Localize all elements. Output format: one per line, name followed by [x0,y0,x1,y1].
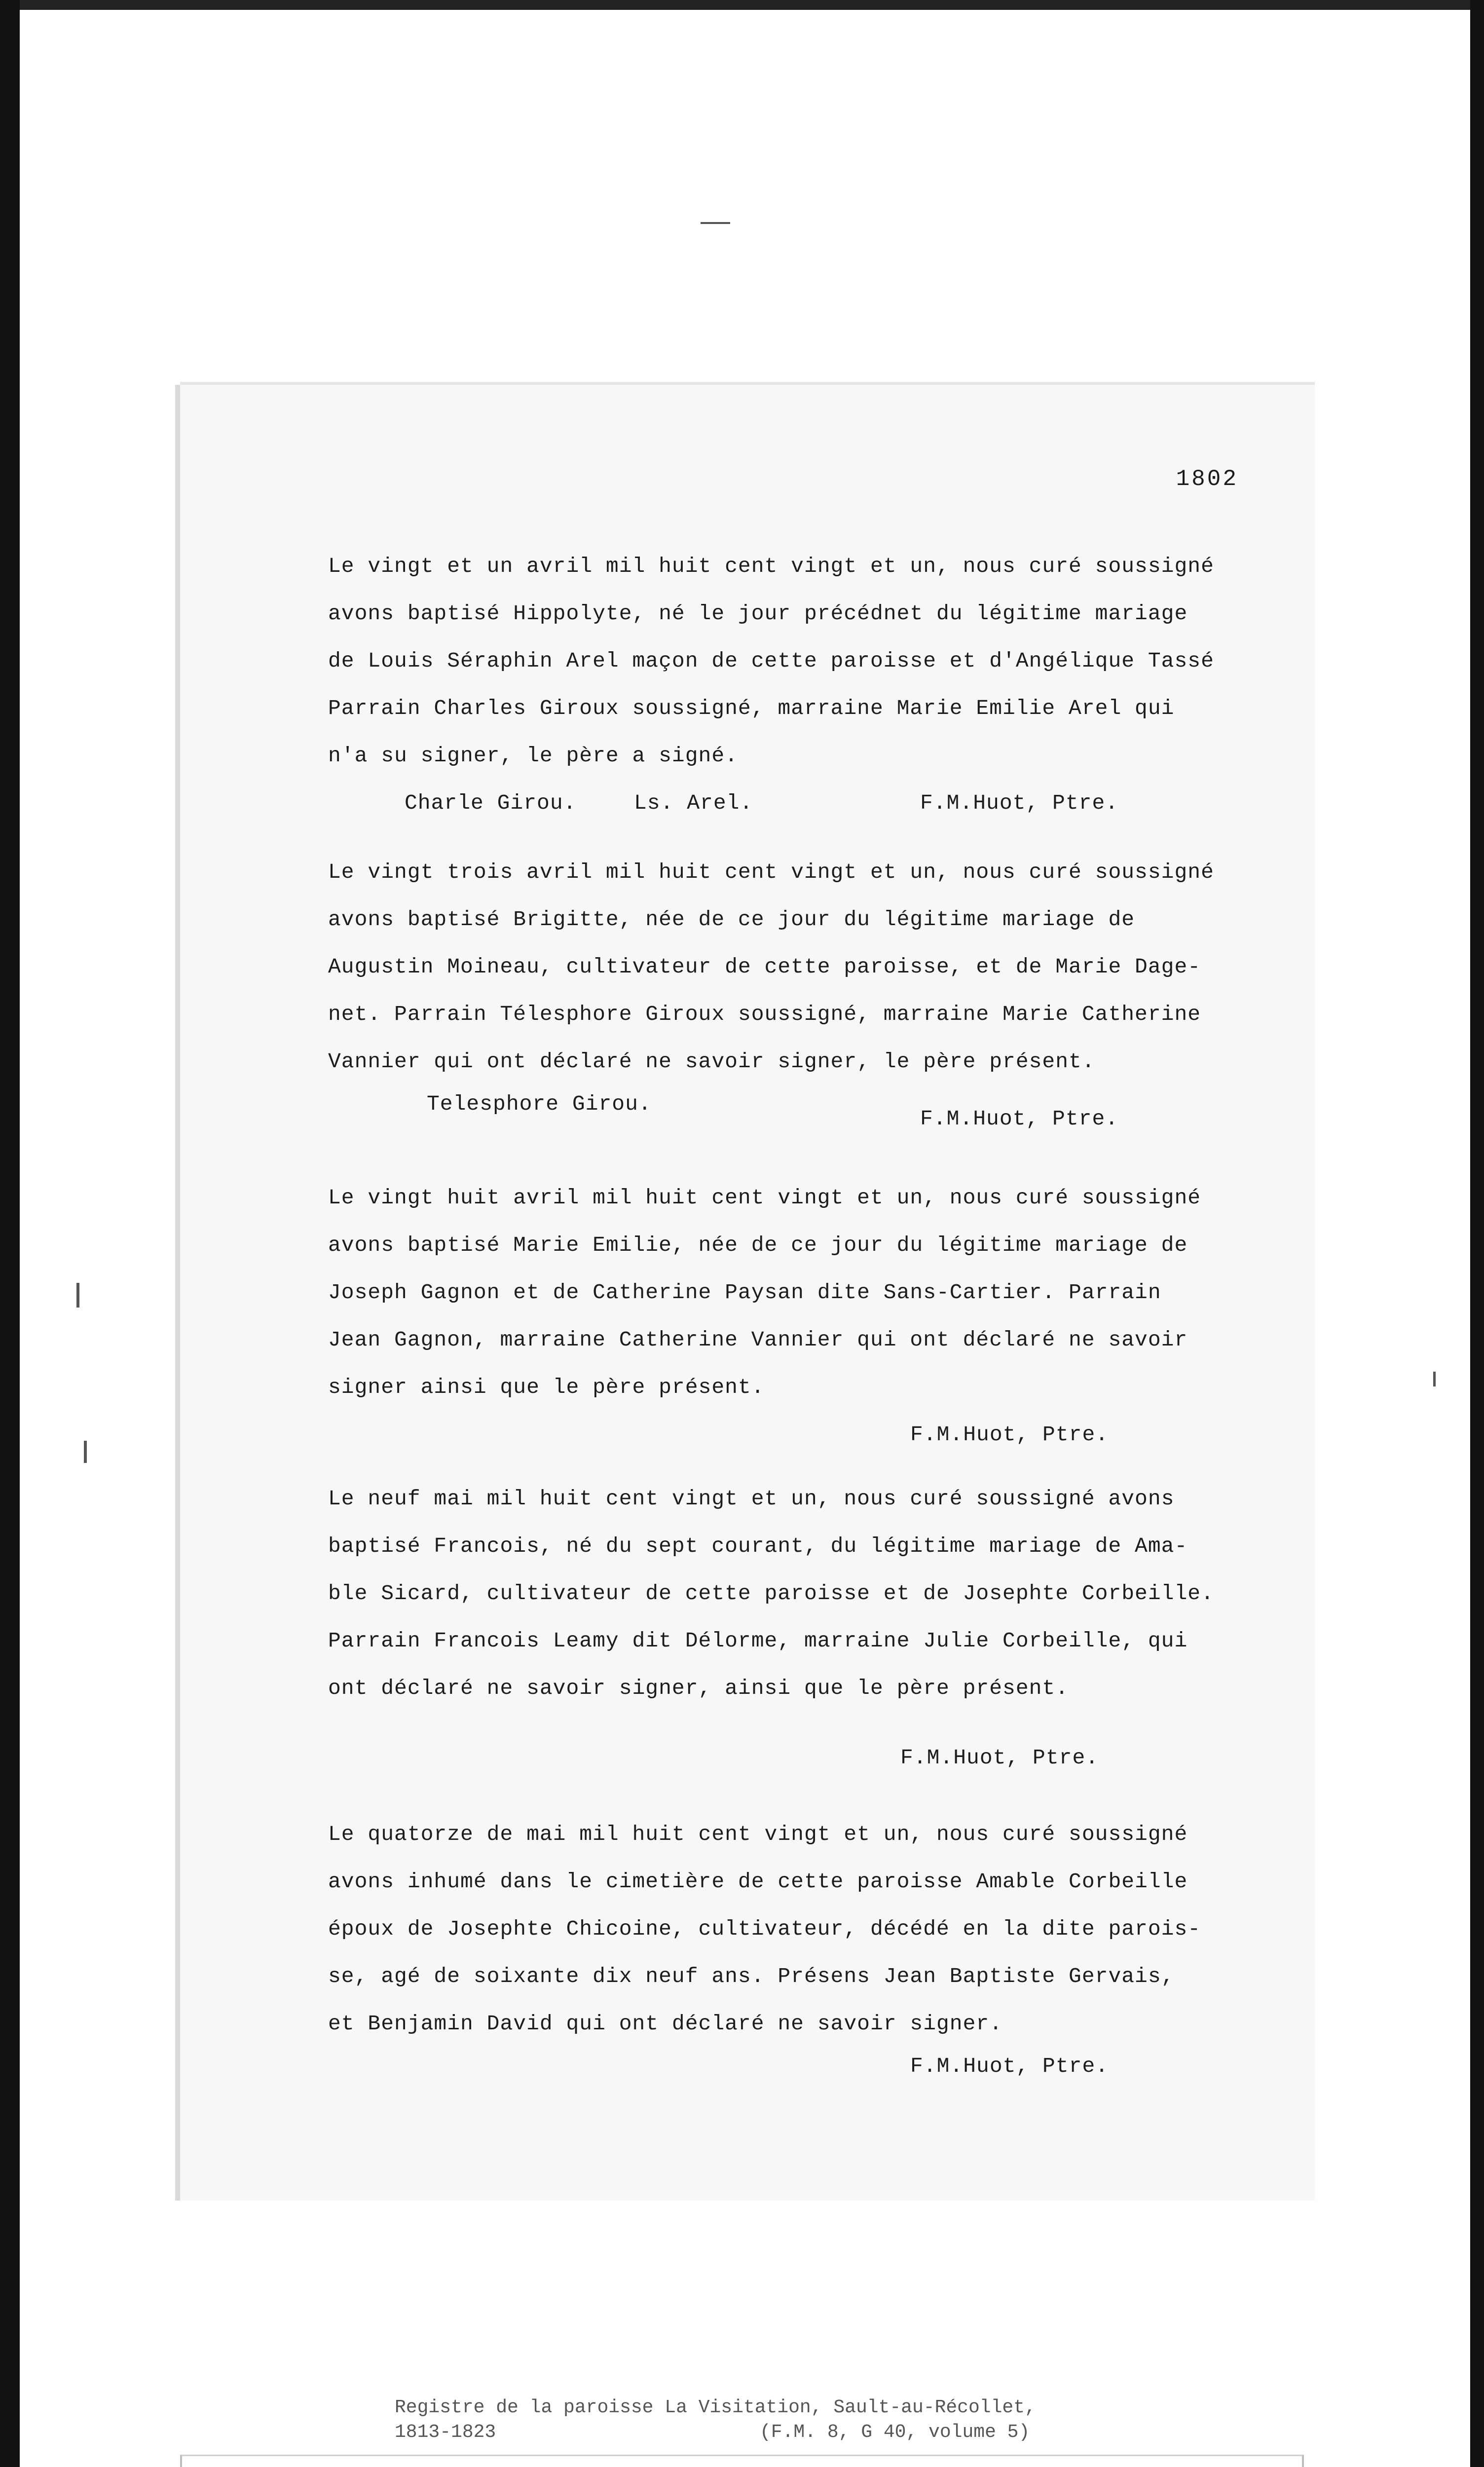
signature: Charle Girou. [405,791,577,815]
entry-line: Le vingt et un avril mil huit cent vingt et un, nous curé soussigné [328,554,1214,578]
signature: F.M.Huot, Ptre. [910,2054,1109,2078]
entry-line: et Benjamin David qui ont déclaré ne savoir signer. [328,2012,1003,2036]
register-entry [328,1811,1265,2095]
entry-line: Le vingt trois avril mil huit cent vingt et un, nous curé soussigné [328,860,1214,884]
entry-line: ble Sicard, cultivateur de cette paroisse et de Josephte Corbeille. [328,1581,1214,1606]
archive-reference-fonds: (F.M. 8, G 40, volume 5) [760,2422,1030,2443]
entry-line: Augustin Moineau, cultivateur de cette paroisse, et de Marie Dage- [328,955,1201,979]
signature: Telesphore Girou. [427,1092,652,1116]
signature: Ls. Arel. [634,791,753,815]
archive-reference [395,2395,1036,2445]
entry-line: Le neuf mai mil huit cent vingt et un, nous curé soussigné avons [328,1487,1175,1511]
entry-line: époux de Josephte Chicoine, cultivateur, décédé en la dite parois- [328,1917,1201,1941]
entry-line: Parrain Charles Giroux soussigné, marraine Marie Emilie Arel qui [328,696,1175,720]
entry-line: Joseph Gagnon et de Catherine Paysan dite Sans-Cartier. Parrain [328,1280,1161,1305]
scan-mark [1433,1372,1436,1386]
entry-line: Le quatorze de mai mil huit cent vingt et un, nous curé soussigné [328,1822,1188,1846]
scan-mark [84,1441,87,1463]
entry-line: Jean Gagnon, marraine Catherine Vannier qui ont déclaré ne savoir [328,1328,1188,1352]
entry-line: avons baptisé Hippolyte, né le jour précédnet du légitime mariage [328,601,1188,626]
entry-line: baptisé Francois, né du sept courant, du légitime mariage de Ama- [328,1534,1188,1558]
scan-mark [701,222,730,224]
signature: F.M.Huot, Ptre. [900,1746,1099,1770]
register-entry [328,1475,1265,1786]
register-entry [328,543,1265,827]
entry-line: Vannier qui ont déclaré ne savoir signer, le père présent. [328,1049,1095,1074]
signature: F.M.Huot, Ptre. [920,791,1119,815]
entry-line: se, agé de soixante dix neuf ans. Présens Jean Baptiste Gervais, [328,1964,1175,1988]
archive-reference-dates: 1813-1823 [395,2422,496,2443]
signature-row [328,1085,1265,1145]
entry-line: Le vingt huit avril mil huit cent vingt et un, nous curé soussigné [328,1186,1201,1210]
register-entry [328,1174,1265,1458]
entry-line: n'a su signer, le père a signé. [328,744,738,768]
signature-row [328,780,1265,827]
archives-label-card [180,2455,1304,2467]
register-entry [328,849,1265,1145]
entry-line: avons baptisé Brigitte, née de ce jour du légitime mariage de [328,907,1135,932]
film-frame-top [0,0,1484,10]
page-number: 1802 [1176,466,1238,492]
signature: F.M.Huot, Ptre. [910,1422,1109,1447]
film-frame-left [0,0,20,2467]
signature-row [328,1712,1265,1786]
signature-row [328,1411,1265,1458]
scan-mark [76,1283,79,1308]
entry-line: avons inhumé dans le cimetière de cette paroisse Amable Corbeille [328,1869,1188,1894]
film-frame-right [1470,0,1484,2467]
entry-line: Parrain Francois Leamy dit Délorme, marraine Julie Corbeille, qui [328,1629,1188,1653]
signature-row [328,2048,1265,2095]
signature: F.M.Huot, Ptre. [920,1107,1119,1131]
entry-line: signer ainsi que le père présent. [328,1375,765,1399]
archive-reference-line: Registre de la paroisse La Visitation, Sault-au-Récollet, [395,2397,1036,2418]
register-page [180,385,1315,2201]
entry-line: net. Parrain Télesphore Giroux soussigné, marraine Marie Catherine [328,1002,1201,1026]
entry-line: de Louis Séraphin Arel maçon de cette paroisse et d'Angélique Tassé [328,649,1214,673]
entry-line: ont déclaré ne savoir signer, ainsi que le père présent. [328,1676,1069,1700]
entry-line: avons baptisé Marie Emilie, née de ce jour du légitime mariage de [328,1233,1188,1257]
